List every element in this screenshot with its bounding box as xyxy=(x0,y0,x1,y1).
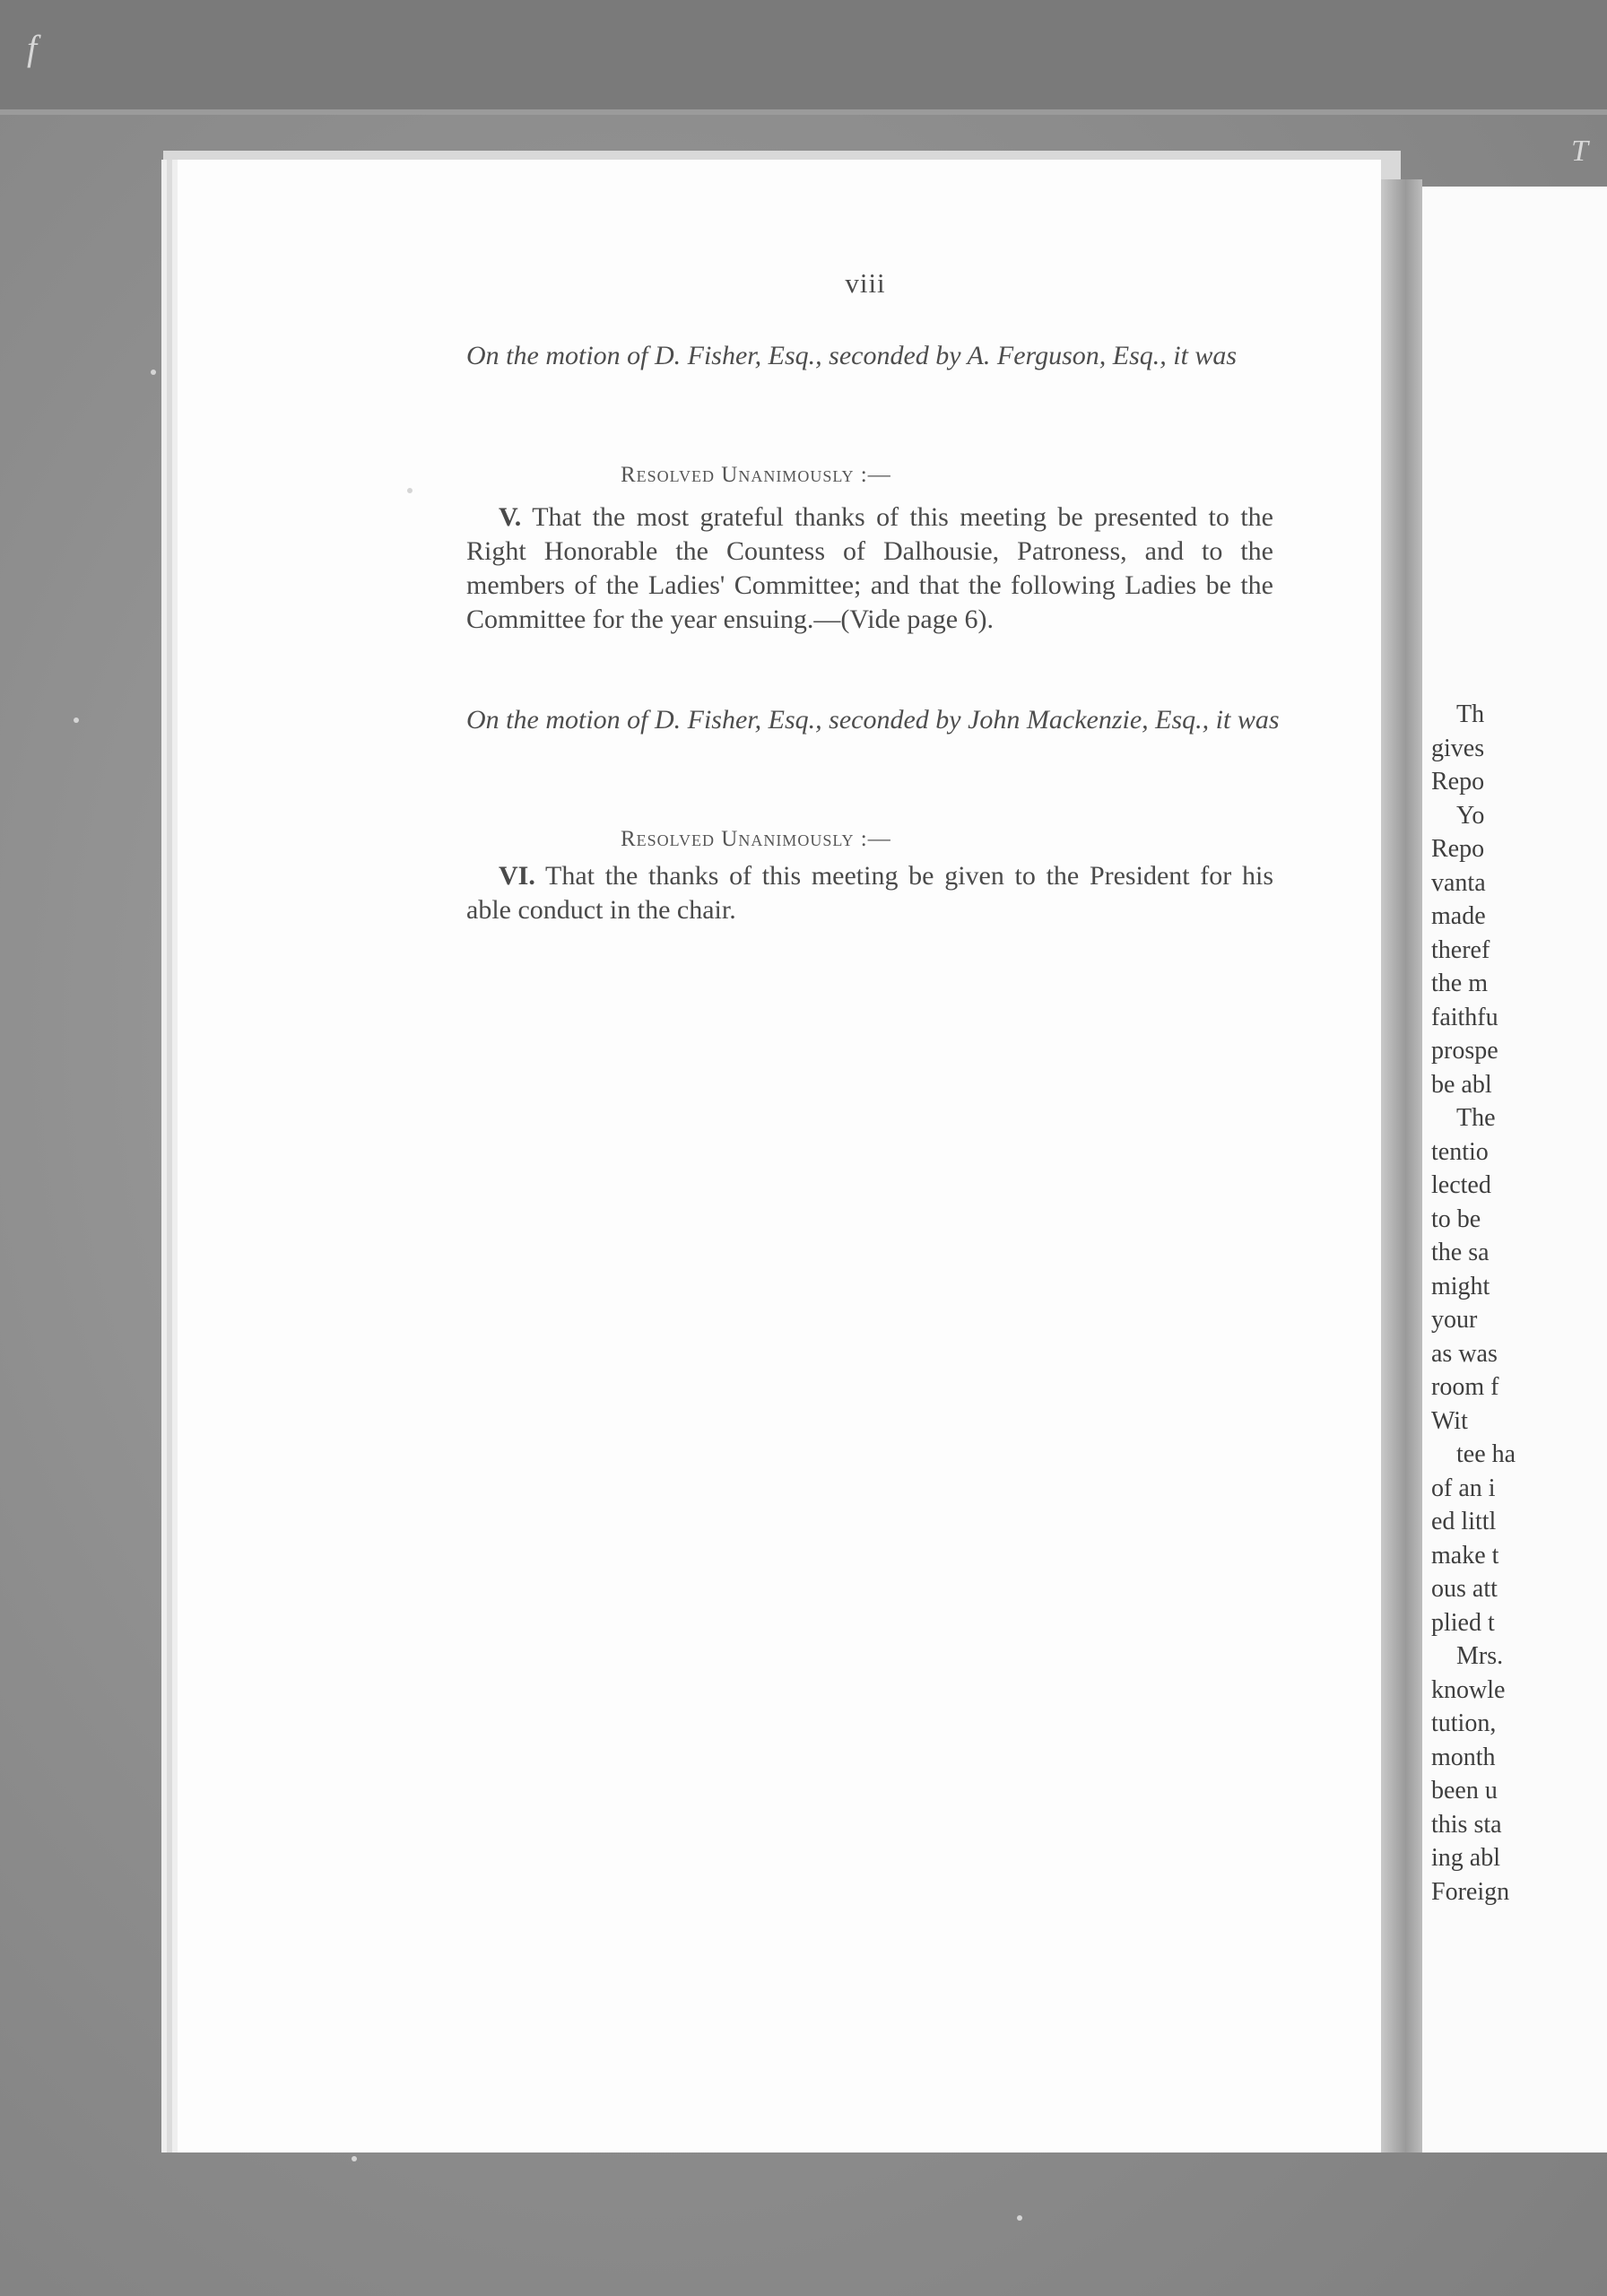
facing-page-line: ous att xyxy=(1431,1575,1498,1603)
facing-page-line: plied t xyxy=(1431,1608,1495,1637)
scanner-top-band xyxy=(0,0,1607,115)
facing-page-line: faithfu xyxy=(1431,1003,1498,1031)
facing-page-line: tution, xyxy=(1431,1709,1497,1737)
dust-speck xyxy=(352,2156,357,2161)
facing-page-line: month xyxy=(1431,1743,1496,1771)
facing-page-line: room f xyxy=(1431,1373,1499,1401)
facing-page-line: made xyxy=(1431,902,1486,930)
facing-page-line: tee ha xyxy=(1456,1440,1516,1468)
facing-page-line: to be xyxy=(1431,1205,1481,1233)
facing-page-line: tentio xyxy=(1431,1137,1489,1166)
resolution-v-number: V. xyxy=(499,502,522,532)
facing-page-line: the m xyxy=(1431,970,1488,997)
facing-page-line: Mrs. xyxy=(1456,1642,1504,1670)
facing-page-line: Yo xyxy=(1456,801,1485,830)
corner-mark-right: T xyxy=(1571,135,1588,168)
facing-page-line: Repo xyxy=(1431,768,1485,796)
corner-mark-left: f xyxy=(27,28,38,68)
facing-page-line: Foreign xyxy=(1431,1877,1510,1906)
resolved-label-1: Resolved Unanimously :— xyxy=(621,463,891,487)
facing-page-line: The xyxy=(1456,1104,1496,1132)
facing-page-line: be abl xyxy=(1431,1070,1492,1099)
facing-page-line: Wit xyxy=(1431,1406,1468,1435)
motion-2: On the motion of D. Fisher, Esq., seconded by John Mackenzie, Esq., it was xyxy=(466,705,1280,735)
page-number: viii xyxy=(845,267,886,299)
dust-speck xyxy=(151,370,156,375)
motion-1: On the motion of D. Fisher, Esq., seconded by A. Ferguson, Esq., it was xyxy=(466,341,1238,370)
dust-speck xyxy=(74,718,79,723)
facing-page-line: ed littl xyxy=(1431,1508,1497,1535)
resolution-v-text: That the most grateful thanks of this meeting be presented to the Right Honorable the Countess of Dalhousie, Patroness, and to the members of the Ladies' Committee; and that the following Ladies be the Committee for the year ensuing.—(Vide page 6). xyxy=(466,502,1273,634)
facing-page-line: ing abl xyxy=(1431,1844,1500,1872)
facing-page-line: as was xyxy=(1431,1339,1498,1368)
facing-page-text xyxy=(1431,698,1607,1909)
facing-page-line: knowle xyxy=(1431,1675,1506,1704)
facing-page-line: lected xyxy=(1431,1171,1491,1199)
resolved-label-2: Resolved Unanimously :— xyxy=(621,827,891,851)
facing-page-line: the sa xyxy=(1431,1239,1490,1266)
book-gutter xyxy=(1381,179,1422,2152)
facing-page-line: make t xyxy=(1431,1541,1499,1570)
resolution-v xyxy=(466,500,1273,637)
facing-page-line: your xyxy=(1431,1306,1478,1334)
facing-page-line: of an i xyxy=(1431,1474,1496,1502)
facing-page-line: been u xyxy=(1431,1777,1498,1805)
facing-page-line: theref xyxy=(1431,935,1490,964)
facing-page-line: gives xyxy=(1431,734,1485,762)
facing-page-line: Th xyxy=(1456,700,1485,728)
resolution-vi-text: That the thanks of this meeting be given to the President for his able conduct in the chair. xyxy=(466,861,1273,925)
dust-speck xyxy=(407,488,413,493)
facing-page-line: Repo xyxy=(1431,835,1485,863)
dust-speck xyxy=(1017,2215,1022,2221)
resolution-vi-number: VI. xyxy=(499,861,535,891)
left-page xyxy=(178,160,1381,2152)
facing-page-line: this sta xyxy=(1431,1810,1502,1839)
facing-page-line: might xyxy=(1431,1272,1490,1300)
right-page xyxy=(1422,187,1607,2152)
facing-page-line: vanta xyxy=(1431,868,1486,897)
facing-page-line: prospe xyxy=(1431,1037,1498,1065)
resolution-vi xyxy=(466,859,1273,927)
